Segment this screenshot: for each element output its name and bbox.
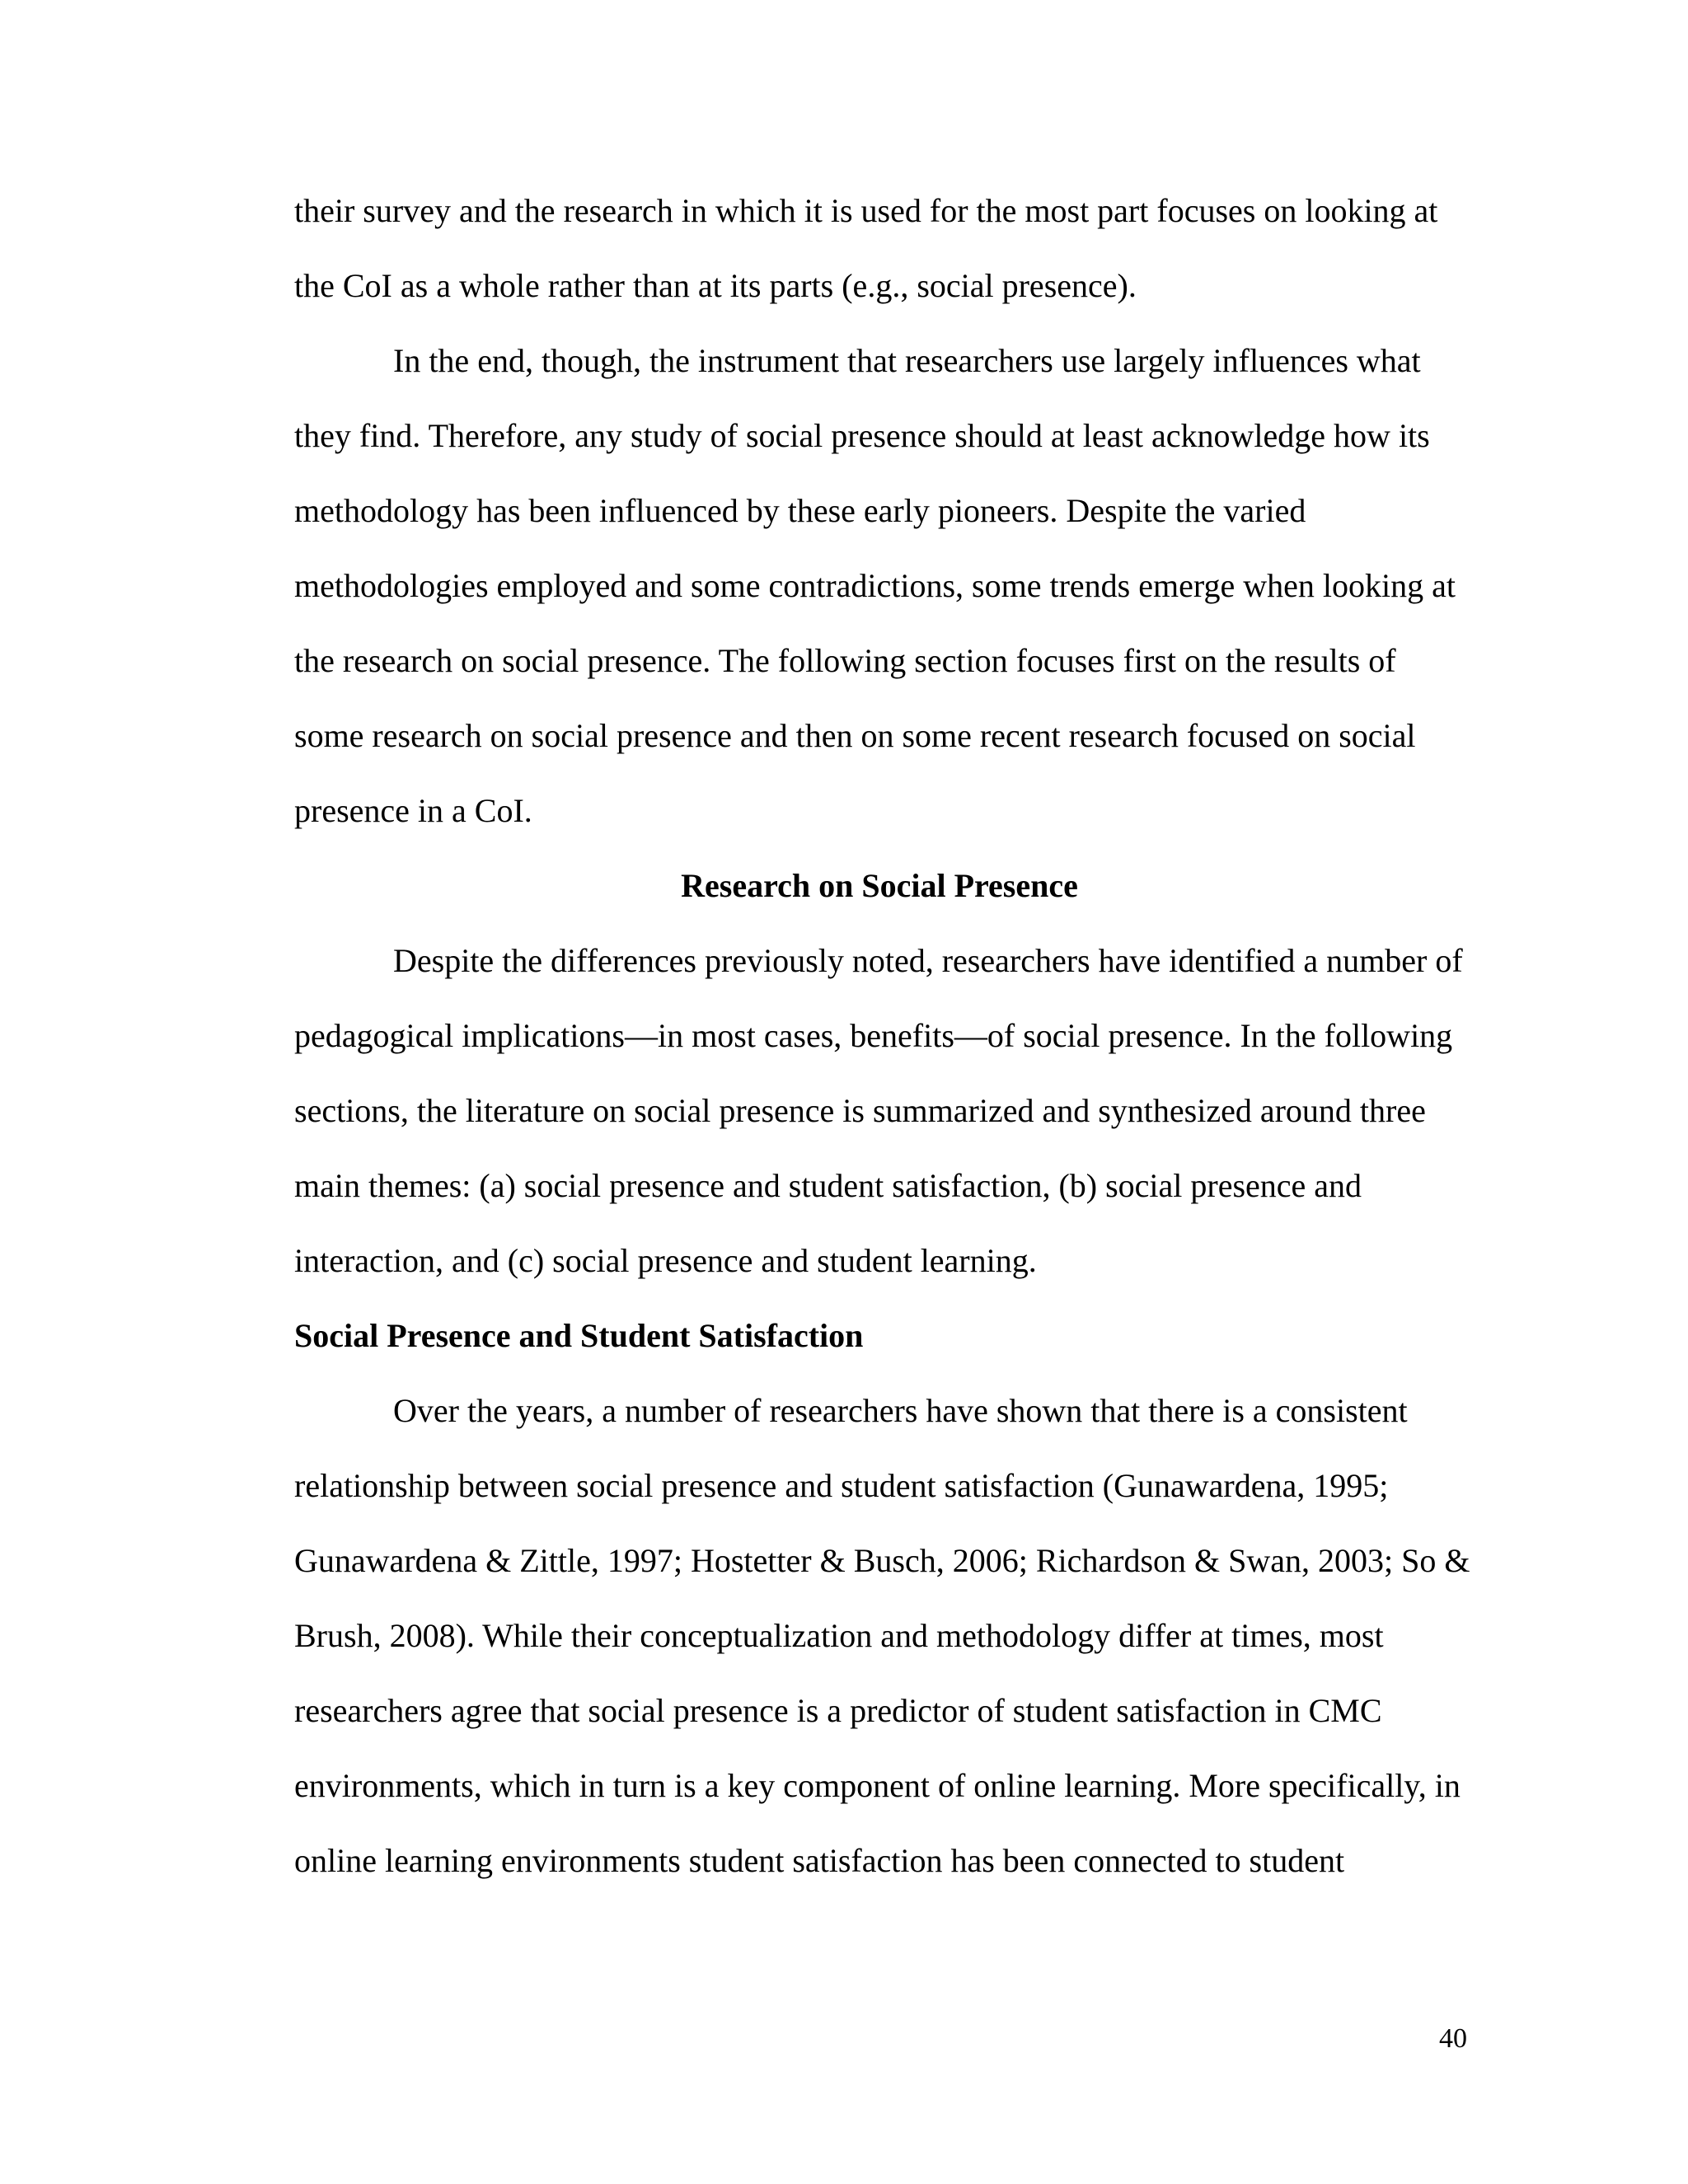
paragraph-2-line-2: they find. Therefore, any study of social presence should at least acknowledge how its	[294, 417, 1430, 454]
paragraph-4-line-2: relationship between social presence and student satisfaction (Gunawardena, 1995;	[294, 1467, 1389, 1504]
paragraph-4-line-3: Gunawardena & Zittle, 1997; Hostetter & Busch, 2006; Richardson & Swan, 2003; So &	[294, 1542, 1470, 1579]
paragraph-4-line-1: Over the years, a number of researchers have shown that there is a consistent	[393, 1392, 1408, 1429]
paragraph-1-line-1: their survey and the research in which it is used for the most part focuses on looking at	[294, 192, 1438, 229]
paragraph-2-line-3: methodology has been influenced by these early pioneers. Despite the varied	[294, 492, 1306, 529]
section-heading: Research on Social Presence	[681, 867, 1078, 904]
page-number: 40	[1439, 2023, 1467, 2054]
paragraph-2-line-1: In the end, though, the instrument that researchers use largely influences what	[393, 342, 1421, 379]
paragraph-2-line-6: some research on social presence and then on some recent research focused on social	[294, 717, 1416, 754]
paragraph-3-line-1: Despite the differences previously noted, researchers have identified a number of	[393, 942, 1463, 979]
paragraph-3-line-5: interaction, and (c) social presence and student learning.	[294, 1242, 1037, 1279]
paragraph-2-line-4: methodologies employed and some contradictions, some trends emerge when looking at	[294, 567, 1456, 604]
paragraph-4-line-7: online learning environments student satisfaction has been connected to student	[294, 1842, 1345, 1879]
paragraph-3-line-3: sections, the literature on social presence is summarized and synthesized around three	[294, 1092, 1426, 1129]
paragraph-4-line-6: environments, which in turn is a key component of online learning. More specifically, in	[294, 1767, 1461, 1804]
paragraph-3-line-4: main themes: (a) social presence and student satisfaction, (b) social presence and	[294, 1167, 1362, 1204]
paragraph-4-line-4: Brush, 2008). While their conceptualization and methodology differ at times, most	[294, 1617, 1384, 1654]
paragraph-2-line-5: the research on social presence. The following section focuses first on the results of	[294, 642, 1396, 679]
subsection-heading: Social Presence and Student Satisfaction	[294, 1317, 864, 1354]
paragraph-2-line-7: presence in a CoI.	[294, 792, 532, 829]
paragraph-4-line-5: researchers agree that social presence is a predictor of student satisfaction in CMC	[294, 1692, 1382, 1729]
paragraph-3-line-2: pedagogical implications—in most cases, benefits—of social presence. In the following	[294, 1017, 1453, 1054]
paragraph-1-line-2: the CoI as a whole rather than at its parts (e.g., social presence).	[294, 267, 1137, 304]
